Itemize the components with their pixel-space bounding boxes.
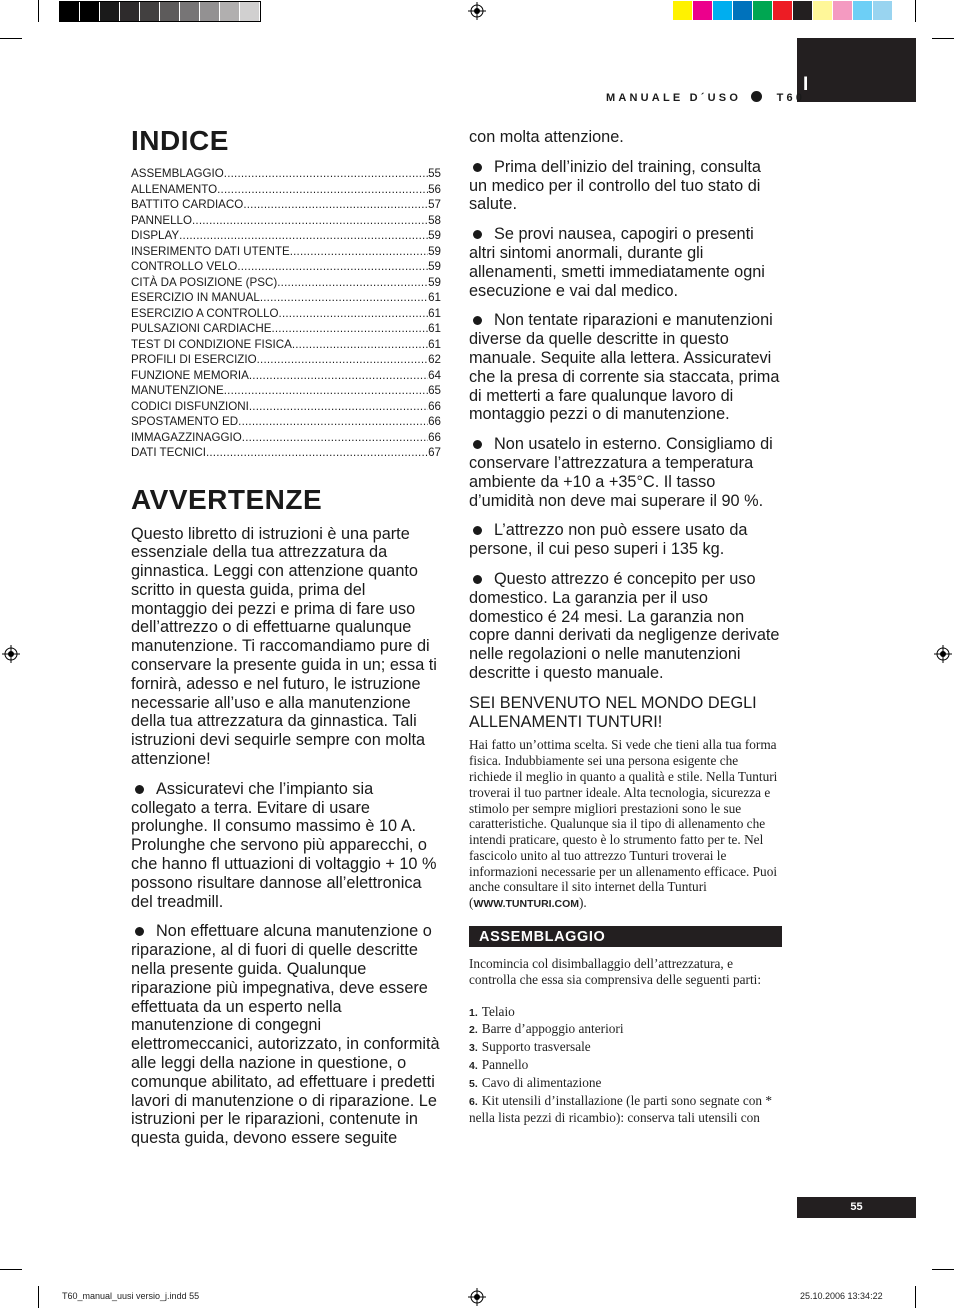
toc-entry: [131, 414, 441, 430]
bullet-icon: [473, 575, 482, 584]
toc-entry-label: PULSAZIONI CARDIACHE: [131, 322, 272, 335]
parts-item-text: Supporto trasversale: [481, 1039, 591, 1055]
toc-entry-label: CODICI DISFUNZIONI: [131, 399, 249, 413]
toc-leader-dots: [217, 182, 428, 198]
registration-mark-icon: [2, 645, 20, 663]
table-of-contents: [131, 166, 441, 461]
crop-mark: [932, 1269, 954, 1270]
grayscale-color-bar: [59, 1, 261, 22]
toc-leader-dots: [290, 244, 428, 260]
parts-item-text: Telaio: [481, 1003, 515, 1019]
toc-leader-dots: [206, 445, 428, 461]
warning-continuation: con molta attenzione.: [469, 128, 624, 146]
toc-entry: [131, 197, 441, 213]
color-swatch: [813, 1, 833, 20]
toc-entry: [131, 368, 441, 384]
warning-item: [469, 435, 783, 510]
crop-mark: [0, 38, 22, 39]
toc-entry: [131, 430, 441, 446]
color-swatch: [853, 1, 873, 20]
running-header: [606, 91, 805, 104]
toc-entry-page: 61: [428, 306, 441, 320]
toc-entry-page: 62: [428, 353, 441, 366]
parts-list-item: [469, 1021, 783, 1039]
toc-entry-label: BATTITO CARDIACO: [131, 198, 244, 211]
parts-item-text: Kit utensili d’installazione (le parti sono segnate con * nella lista pezzi di ricambio): conserva tali utensili con: [469, 1092, 773, 1126]
color-swatch: [733, 1, 753, 20]
warning-item: [469, 311, 783, 424]
warning-text: Se provi nausea, capogiri o presenti altri sintomi anormali, durante gli allenamenti, smetti immediatamente ogni esecuzione e vai dal medico.: [469, 225, 765, 300]
color-swatch: [100, 2, 120, 21]
toc-leader-dots: [277, 275, 428, 291]
color-swatch: [793, 1, 813, 20]
warning-item: [469, 570, 783, 683]
toc-entry: [131, 352, 441, 368]
toc-entry: [131, 244, 441, 260]
bullet-icon: [473, 526, 482, 535]
parts-list-item: [469, 1004, 783, 1022]
toc-leader-dots: [243, 197, 428, 213]
toc-entry-label: DISPLAY: [131, 229, 180, 242]
registration-mark-icon: [468, 1288, 486, 1306]
color-swatch: [240, 2, 260, 21]
toc-entry: [131, 337, 441, 353]
assemblaggio-heading: ASSEMBLAGGIO: [469, 926, 782, 947]
color-swatch: [220, 2, 240, 21]
parts-item-text: Barre d’appoggio anteriori: [481, 1021, 624, 1037]
right-column: [469, 126, 783, 1126]
welcome-text: Hai fatto un’ottima scelta. Si vede che tieni alla tua forma fisica. Indubbiamente sei una persona esigente che richiede il meglio in quanto a qualità e stile. Nella Tunturi troverai il tuo partner ideale. Alta tecnologia, sicurezza e stimolo per sempre migliori prestazioni sono le sue caratteristiche. Qualunque sia il tipo di allenamento che intendi praticare, questo è lo strumento fatto per te. Nel fascicolo unito al tuo attrezzo Tunturi troverai le informazioni necessarie per un allenamento efficace. Puoi anche consultare il sito internet della Tunturi (: [469, 737, 778, 911]
welcome-body: [469, 737, 783, 913]
manual-title: MANUALE D´USO: [606, 92, 742, 104]
toc-entry-label: ESERCIZIO A CONTROLLO: [131, 306, 279, 320]
toc-entry: [131, 213, 441, 229]
toc-entry-page: 66: [428, 430, 441, 444]
welcome-heading: SEI BENVENUTO NEL MONDO DEGLI ALLENAMENTI TUNTURI!: [469, 693, 757, 731]
color-swatch: [140, 2, 160, 21]
warning-text: Questo attrezzo é concepito per uso domestico. La garanzia per il uso domestico é 24 mesi. La garanzia non copre danni derivati da negligenze derivate nelle regolazioni o nelle manutenzioni descritte i questo manuale.: [469, 569, 780, 682]
bullet-icon: [135, 785, 144, 794]
avvertenze-intro: Questo libretto di istruzioni è una parte essenziale della tua attrezzatura da ginnastica. Leggi con attenzione quanto scritto in questa guida, prima del montaggio dei pezzi e prima di fare uso dell’attrezzo o di effettuarne qualunque manutenzione. Ti raccomandiamo pure di conservare la presente guida in un; essa ti fornirà, adesso e nel futuro, le istruzione necessarie all’uso e alla manutenzione della tua attrezzatura da ginnastica. Tali istruzioni devi sequirle sempre con molta attenzione!: [131, 524, 437, 769]
warning-text: Prima dell’inizio del training, consulta un medico per il controllo del tuo stato di salute.: [469, 157, 761, 214]
parts-item-text: Cavo di alimentazione: [481, 1074, 602, 1090]
warning-text: L’attrezzo non può essere usato da persone, il cui peso superi i 135 kg.: [469, 521, 748, 559]
parts-item-number: 5.: [469, 1077, 478, 1090]
warning-text: Non usatelo in esterno. Consigliamo di conservare l’attrezzatura a temperatura ambiente da +10 a +35°C. Il tasso d’umidità non deve mai superare il 90 %.: [469, 435, 773, 510]
toc-entry-label: FUNZIONE MEMORIA: [131, 368, 249, 382]
warning-item: [131, 780, 441, 912]
toc-leader-dots: [249, 368, 428, 384]
toc-entry-label: MANUTENZIONE: [131, 384, 224, 397]
language-tab: [797, 38, 916, 102]
toc-entry-label: CITÀ DA POSIZIONE (PSC): [131, 275, 278, 289]
toc-leader-dots: [292, 337, 428, 353]
left-column: [131, 126, 441, 1159]
color-swatch: [180, 2, 200, 21]
toc-entry: [131, 306, 441, 322]
parts-item-text: Pannello: [481, 1057, 529, 1073]
toc-entry-page: 61: [428, 322, 441, 335]
toc-leader-dots: [192, 213, 428, 229]
toc-entry-page: 59: [428, 229, 441, 242]
bullet-icon: [473, 230, 482, 239]
toc-entry-page: 61: [428, 337, 441, 351]
crop-mark: [38, 0, 39, 22]
parts-item-number: 1.: [469, 1006, 478, 1019]
warning-item: [469, 225, 783, 300]
parts-list-item: [469, 1057, 783, 1075]
parts-item-number: 6.: [469, 1095, 478, 1108]
registration-mark-icon: [468, 2, 486, 20]
file-slug: T60_manual_uusi versio_j.indd 55: [62, 1291, 200, 1301]
parts-item-number: 3.: [469, 1042, 478, 1055]
toc-entry-page: 66: [428, 399, 441, 413]
color-swatch: [693, 1, 713, 20]
toc-entry-page: 67: [428, 446, 441, 459]
parts-list-item: [469, 1075, 783, 1093]
warning-text: Assicuratevi che l’impianto sia collegato a terra. Evitare di usare prolunghe. Il consumo massimo è 10 A. Prolunghe che servono più apparecchi, o che hanno fl uttuazioni di voltaggio + 10 % possono risultare dannose all’elettronica del treadmill.: [131, 779, 437, 911]
date-slug: 25.10.2006 13:34:22: [800, 1291, 883, 1301]
indice-title: INDICE: [131, 125, 229, 156]
toc-entry-label: PANNELLO: [131, 213, 192, 227]
avvertenze-title: AVVERTENZE: [131, 483, 323, 515]
parts-list-item: [469, 1039, 783, 1057]
bullet-icon: [135, 927, 144, 936]
parts-list-item: [469, 1093, 783, 1127]
parts-item-number: 2.: [469, 1024, 478, 1037]
toc-entry-page: 58: [428, 213, 441, 227]
toc-entry: [131, 399, 441, 415]
toc-entry: [131, 445, 441, 461]
toc-entry-page: 55: [428, 167, 441, 180]
toc-entry-label: INSERIMENTO DATI UTENTE: [131, 244, 290, 258]
color-swatch: [673, 1, 693, 20]
bullet-icon: [473, 163, 482, 172]
color-swatch: [160, 2, 180, 21]
bullet-icon: [751, 91, 762, 102]
crop-mark: [915, 1286, 916, 1308]
toc-leader-dots: [179, 228, 428, 244]
color-swatch: [753, 1, 773, 20]
toc-entry-page: 64: [428, 368, 441, 382]
color-swatch: [833, 1, 853, 20]
toc-entry-label: ESERCIZIO IN MANUAL: [131, 291, 260, 304]
toc-entry-label: ALLENAMENTO: [131, 182, 218, 196]
toc-leader-dots: [238, 414, 428, 430]
toc-entry-page: 59: [428, 260, 441, 273]
toc-leader-dots: [249, 399, 428, 415]
process-color-bar: [673, 1, 893, 20]
toc-entry: [131, 259, 441, 275]
crop-mark: [38, 1286, 39, 1308]
crop-mark: [932, 38, 954, 39]
parts-list: [469, 1004, 783, 1127]
toc-entry: [131, 321, 441, 337]
welcome-close: ).: [579, 895, 587, 911]
toc-entry-label: SPOSTAMENTO ED: [131, 415, 239, 428]
toc-entry-label: CONTROLLO VELO: [131, 260, 238, 273]
color-swatch: [773, 1, 793, 20]
toc-leader-dots: [224, 166, 428, 182]
page-number: 55: [797, 1197, 916, 1218]
toc-entry-page: 61: [428, 291, 441, 304]
color-swatch: [713, 1, 733, 20]
color-swatch: [80, 2, 100, 21]
toc-entry-label: IMMAGAZZINAGGIO: [131, 430, 242, 444]
toc-entry-page: 56: [428, 182, 441, 196]
toc-entry: [131, 228, 441, 244]
toc-entry-page: 66: [428, 415, 441, 428]
color-swatch: [120, 2, 140, 21]
model-name: T60: [776, 92, 806, 104]
toc-leader-dots: [271, 321, 428, 337]
toc-entry-label: DATI TECNICI: [131, 446, 206, 459]
language-tab-letter: I: [803, 74, 809, 95]
toc-entry-page: 59: [428, 275, 441, 289]
bullet-icon: [473, 316, 482, 325]
toc-entry: [131, 290, 441, 306]
avvertenze-continued: [469, 128, 783, 731]
avvertenze-body: [131, 525, 441, 1149]
toc-entry: [131, 275, 441, 291]
color-swatch: [200, 2, 220, 21]
warning-text: Non tentate riparazioni e manutenzioni diverse da quelle descritte in questo manuale. Sequite alla lettera. Assicuratevi che la presa di corrente sia staccata, prima di metterti a fare qualunque lavoro di montaggio pezzi o di manutenzione.: [469, 311, 780, 424]
warning-item: [469, 158, 783, 214]
toc-leader-dots: [279, 306, 429, 322]
warning-item: [131, 922, 441, 1148]
parts-item-number: 4.: [469, 1060, 478, 1073]
toc-leader-dots: [242, 430, 428, 446]
toc-entry-page: 57: [428, 198, 441, 211]
toc-entry: [131, 383, 441, 399]
registration-mark-icon: [934, 645, 952, 663]
color-swatch: [873, 1, 893, 20]
website-link[interactable]: WWW.TUNTURI.COM: [473, 898, 579, 911]
crop-mark: [0, 1269, 22, 1270]
toc-leader-dots: [257, 352, 428, 368]
toc-leader-dots: [224, 383, 428, 399]
toc-entry: [131, 182, 441, 198]
color-swatch: [60, 2, 80, 21]
toc-entry-label: PROFILI DI ESERCIZIO: [131, 353, 257, 366]
toc-entry-page: 65: [428, 384, 441, 397]
crop-mark: [915, 0, 916, 22]
toc-entry-page: 59: [428, 244, 441, 258]
toc-entry-label: ASSEMBLAGGIO: [131, 167, 224, 180]
toc-entry-label: TEST DI CONDIZIONE FISICA: [131, 337, 292, 351]
toc-entry: [131, 166, 441, 182]
warning-item: [469, 521, 783, 559]
warning-text: Non effettuare alcuna manutenzione o riparazione, al di fuori di quelle descritte nella presente guida. Qualunque riparazione più impegnativa, deve essere effettuata da un esperto nella manutenzione di congegni elettromeccanici, autorizzato, in conformità alle leggi della nazione in questione, o comunque abilitato, ad effettuare i predetti lavori di manutenzione o di riparazione. Le istruzioni per le riparazioni, contenute in questa guida, devono essere seguite: [131, 922, 440, 1148]
toc-leader-dots: [237, 259, 428, 275]
toc-leader-dots: [260, 290, 428, 306]
assemblaggio-intro: Incomincia col disimballaggio dell’attrezzatura, e controlla che essa sia comprensiva delle seguenti parti:: [469, 956, 762, 987]
bullet-icon: [473, 440, 482, 449]
